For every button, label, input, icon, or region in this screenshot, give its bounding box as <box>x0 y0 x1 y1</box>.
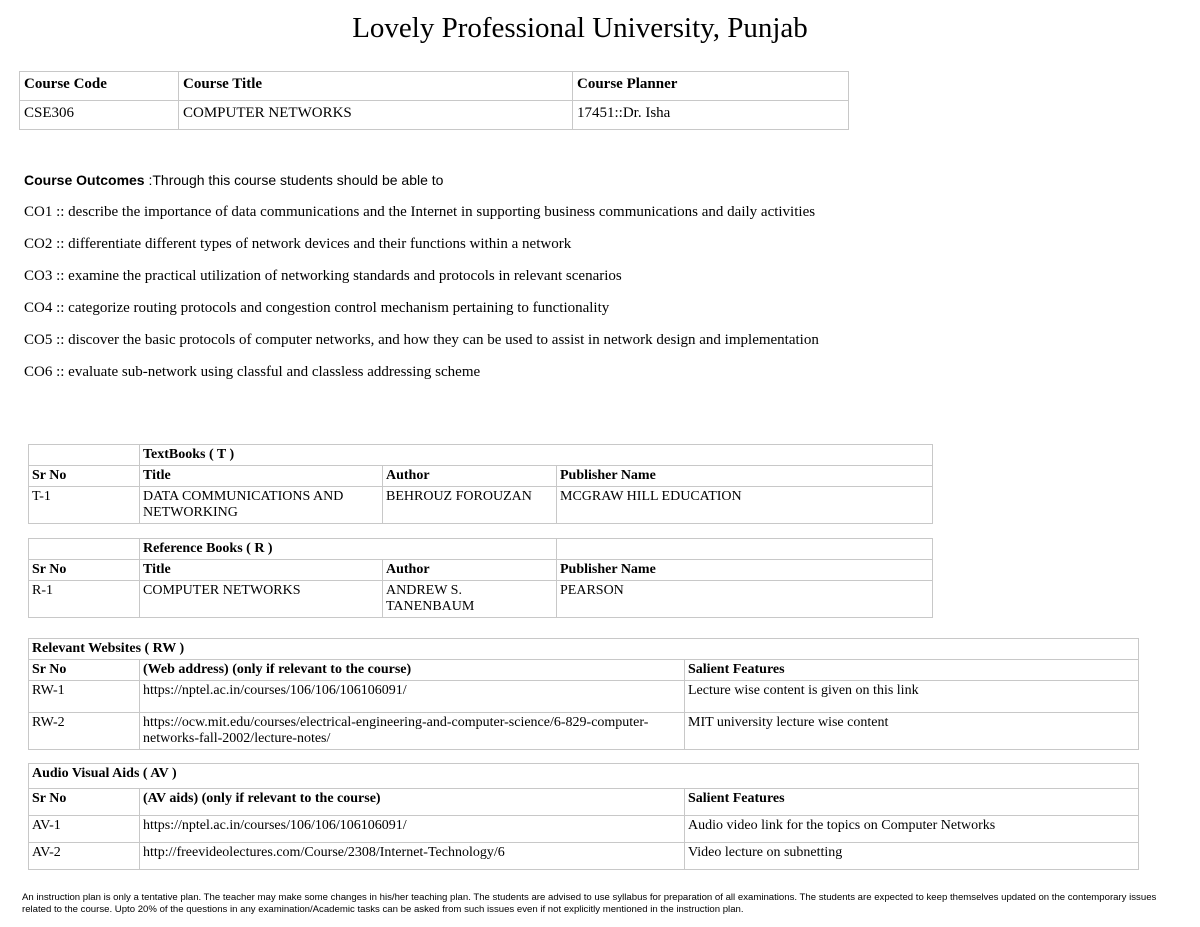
website-link[interactable]: https://nptel.ac.in/courses/106/106/106106091/ <box>140 681 685 713</box>
header-author: Author <box>383 560 557 581</box>
websites-section-title: Relevant Websites ( RW ) <box>29 639 1139 660</box>
textbook-author: BEHROUZ FOROUZAN <box>383 487 557 524</box>
header-av-aids: (AV aids) (only if relevant to the course) <box>140 789 685 816</box>
table-header-row <box>29 560 933 581</box>
relevant-websites-table <box>28 638 1139 750</box>
header-title: Title <box>140 560 383 581</box>
outcome-co4: CO4 :: categorize routing protocols and congestion control mechanism pertaining to functionality <box>24 300 610 316</box>
course-outcomes-intro-text: :Through this course students should be able to <box>144 172 444 188</box>
course-info-table <box>19 71 849 130</box>
header-publisher: Publisher Name <box>557 466 933 487</box>
header-course-code: Course Code <box>20 72 179 101</box>
website-features: MIT university lecture wise content <box>685 713 1139 750</box>
textbooks-section-title: TextBooks ( T ) <box>140 445 933 466</box>
av-link[interactable]: http://freevideolectures.com/Course/2308/Internet-Technology/6 <box>140 843 685 870</box>
reference-title: COMPUTER NETWORKS <box>140 581 383 618</box>
outcome-co1: CO1 :: describe the importance of data communications and the Internet in supporting business communications and daily activities <box>24 204 816 220</box>
header-sr-no: Sr No <box>29 789 140 816</box>
header-salient-features: Salient Features <box>685 660 1139 681</box>
textbooks-table <box>28 444 933 524</box>
table-row <box>29 713 1139 750</box>
table-row <box>29 681 1139 713</box>
reference-author: ANDREW S. TANENBAUM <box>383 581 557 618</box>
reference-section-title: Reference Books ( R ) <box>140 539 557 560</box>
table-row <box>29 581 933 618</box>
header-author: Author <box>383 466 557 487</box>
header-course-title: Course Title <box>179 72 573 101</box>
course-outcomes-intro <box>24 170 1174 190</box>
section-row <box>29 539 933 560</box>
table-row <box>20 101 849 130</box>
textbook-title: DATA COMMUNICATIONS AND NETWORKING <box>140 487 383 524</box>
outcome-co3: CO3 :: examine the practical utilization of networking standards and protocols in relevant scenarios <box>24 268 622 284</box>
course-code: CSE306 <box>20 101 179 130</box>
audio-visual-aids-table <box>28 763 1139 870</box>
av-features: Audio video link for the topics on Computer Networks <box>685 816 1139 843</box>
reference-sr-no: R-1 <box>29 581 140 618</box>
website-link[interactable]: https://ocw.mit.edu/courses/electrical-engineering-and-computer-science/6-829-computer-networks-fall-2002/lecture-notes/ <box>140 713 685 750</box>
header-course-planner: Course Planner <box>573 72 849 101</box>
table-row <box>29 843 1139 870</box>
textbook-sr-no: T-1 <box>29 487 140 524</box>
course-outcomes-label: Course Outcomes <box>24 172 145 188</box>
course-outcomes <box>24 170 1174 382</box>
av-features: Video lecture on subnetting <box>685 843 1139 870</box>
av-sr-no: AV-2 <box>29 843 140 870</box>
header-web-address: (Web address) (only if relevant to the course) <box>140 660 685 681</box>
av-section-title: Audio Visual Aids ( AV ) <box>29 764 1139 789</box>
table-row <box>29 816 1139 843</box>
website-features: Lecture wise content is given on this link <box>685 681 1139 713</box>
header-title: Title <box>140 466 383 487</box>
header-sr-no: Sr No <box>29 660 140 681</box>
website-sr-no: RW-2 <box>29 713 140 750</box>
table-header-row <box>20 72 849 101</box>
table-row <box>29 487 933 524</box>
av-link[interactable]: https://nptel.ac.in/courses/106/106/106106091/ <box>140 816 685 843</box>
outcome-co2: CO2 :: differentiate different types of network devices and their functions within a network <box>24 236 572 252</box>
course-planner: 17451::Dr. Isha <box>573 101 849 130</box>
reference-books-table <box>28 538 933 618</box>
outcome-co6: CO6 :: evaluate sub-network using classful and classless addressing scheme <box>24 364 481 380</box>
instruction-plan-footnote: An instruction plan is only a tentative plan. The teacher may make some changes in his/her teaching plan. The students are advised to use syllabus for preparation of all examinations. The students are expected to keep themselves updated on the contemporary issues related to the course. Upto 20% of the questions in any examination/Academic tasks can be asked from such issues even if not explicitly mentioned in the instruction plan. <box>22 892 1157 915</box>
av-sr-no: AV-1 <box>29 816 140 843</box>
table-header-row <box>29 789 1139 816</box>
table-header-row <box>29 660 1139 681</box>
section-spacer <box>29 539 140 560</box>
textbook-publisher: MCGRAW HILL EDUCATION <box>557 487 933 524</box>
section-spacer <box>29 445 140 466</box>
course-title: COMPUTER NETWORKS <box>179 101 573 130</box>
website-sr-no: RW-1 <box>29 681 140 713</box>
outcome-co5: CO5 :: discover the basic protocols of computer networks, and how they can be used to assist in network design and implementation <box>24 332 819 348</box>
header-salient-features: Salient Features <box>685 789 1139 816</box>
section-row <box>29 445 933 466</box>
section-row <box>29 764 1139 789</box>
section-spacer <box>557 539 933 560</box>
header-publisher: Publisher Name <box>557 560 933 581</box>
section-row <box>29 639 1139 660</box>
table-header-row <box>29 466 933 487</box>
header-sr-no: Sr No <box>29 560 140 581</box>
header-sr-no: Sr No <box>29 466 140 487</box>
university-title: Lovely Professional University, Punjab <box>352 12 808 44</box>
reference-publisher: PEARSON <box>557 581 933 618</box>
